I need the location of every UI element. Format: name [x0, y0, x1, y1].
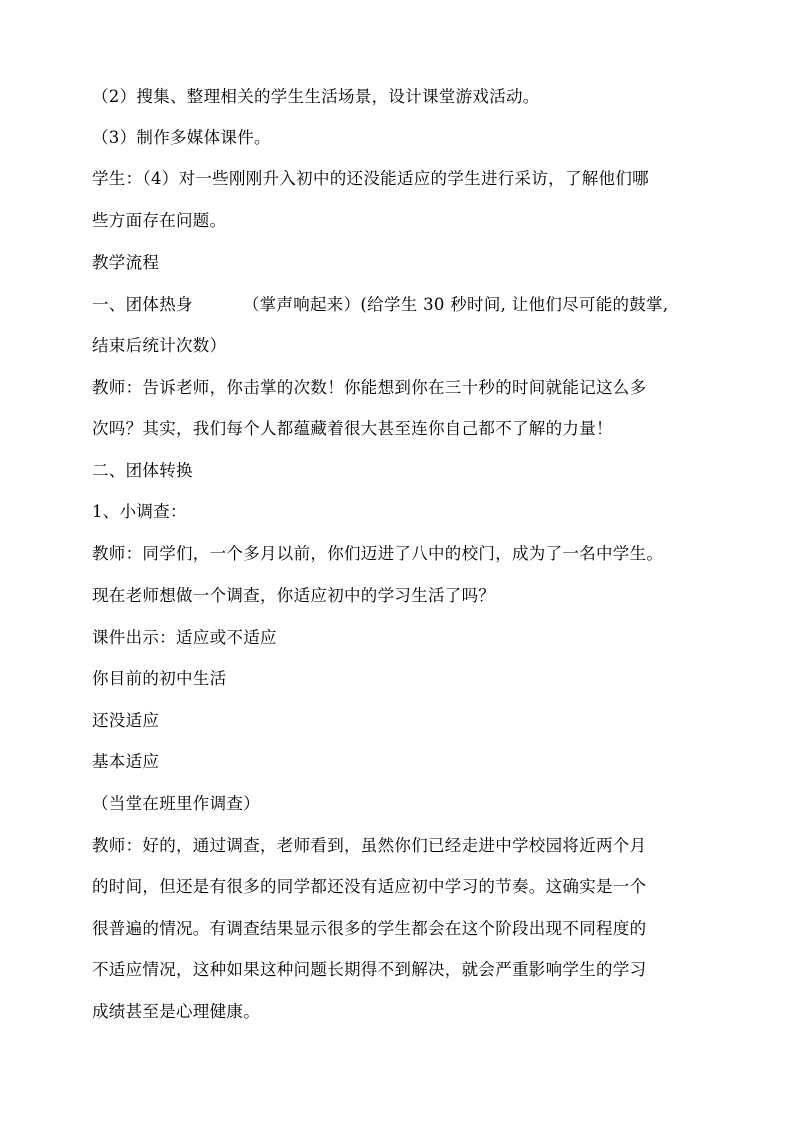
text-line-basically-adapted: 基本适应 — [92, 752, 160, 771]
heading-teaching-process: 教学流程 — [92, 253, 160, 272]
text-line-student-interview-cont: 些方面存在问题。 — [92, 211, 227, 230]
text-line-teacher-result-5: 成绩甚至是心理健康。 — [92, 1002, 260, 1021]
text-line-warmup — [92, 294, 732, 316]
text-line-teacher-clap: 教师：告诉老师，你击掌的次数！你能想到你在三十秒的时间就能记这么多 — [92, 378, 647, 397]
text-line-warmup-cont: 结束后统计次数） — [92, 336, 227, 355]
text-line-class-survey: （当堂在班里作调查） — [92, 794, 260, 813]
text-line-student-interview: 学生：（4）对一些刚刚升入初中的还没能适应的学生进行采访，了解他们哪 — [92, 169, 649, 188]
text-line-not-adapted: 还没适应 — [92, 711, 160, 730]
text-line-teacher-survey: 教师：同学们，一个多月以前，你们迈进了八中的校门，成为了一名中学生。 — [92, 544, 664, 563]
text-line-teacher-survey-cont: 现在老师想做一个调查，你适应初中的学习生活了吗？ — [92, 586, 496, 605]
text-line-prep-3: （3）制作多媒体课件。 — [92, 128, 271, 147]
text-line-courseware: 课件出示：适应或不适应 — [92, 628, 277, 647]
text-line-teacher-result: 教师：好的，通过调查，老师看到，虽然你们已经走进中学校园将近两个月 — [92, 836, 647, 855]
heading-survey: 1、小调查： — [92, 502, 187, 521]
text-line-teacher-result-3: 很普遍的情况。有调查结果显示很多的学生都会在这个阶段出现不同程度的 — [92, 919, 647, 938]
text-line-teacher-result-4: 不适应情况，这种如果这种问题长期得不到解决，就会严重影响学生的学习 — [92, 960, 647, 979]
text-line-current-life: 你目前的初中生活 — [92, 669, 227, 688]
text-line-teacher-clap-cont: 次吗？其实，我们每个人都蕴藏着很大甚至连你自己都不了解的力量！ — [92, 419, 613, 438]
text-line-prep-2: （2）搜集、整理相关的学生生活场景，设计课堂游戏活动。 — [92, 87, 540, 106]
text-line-teacher-result-2: 的时间，但还是有很多的同学都还没有适应初中学习的节奏。这确实是一个 — [92, 877, 647, 896]
heading-warmup: 一、团体热身 — [92, 295, 193, 314]
heading-transition: 二、团体转换 — [92, 461, 193, 480]
text-warmup-activity: （掌声响起来）(给学生 30 秒时间, 让他们尽可能的鼓掌, — [242, 295, 669, 314]
